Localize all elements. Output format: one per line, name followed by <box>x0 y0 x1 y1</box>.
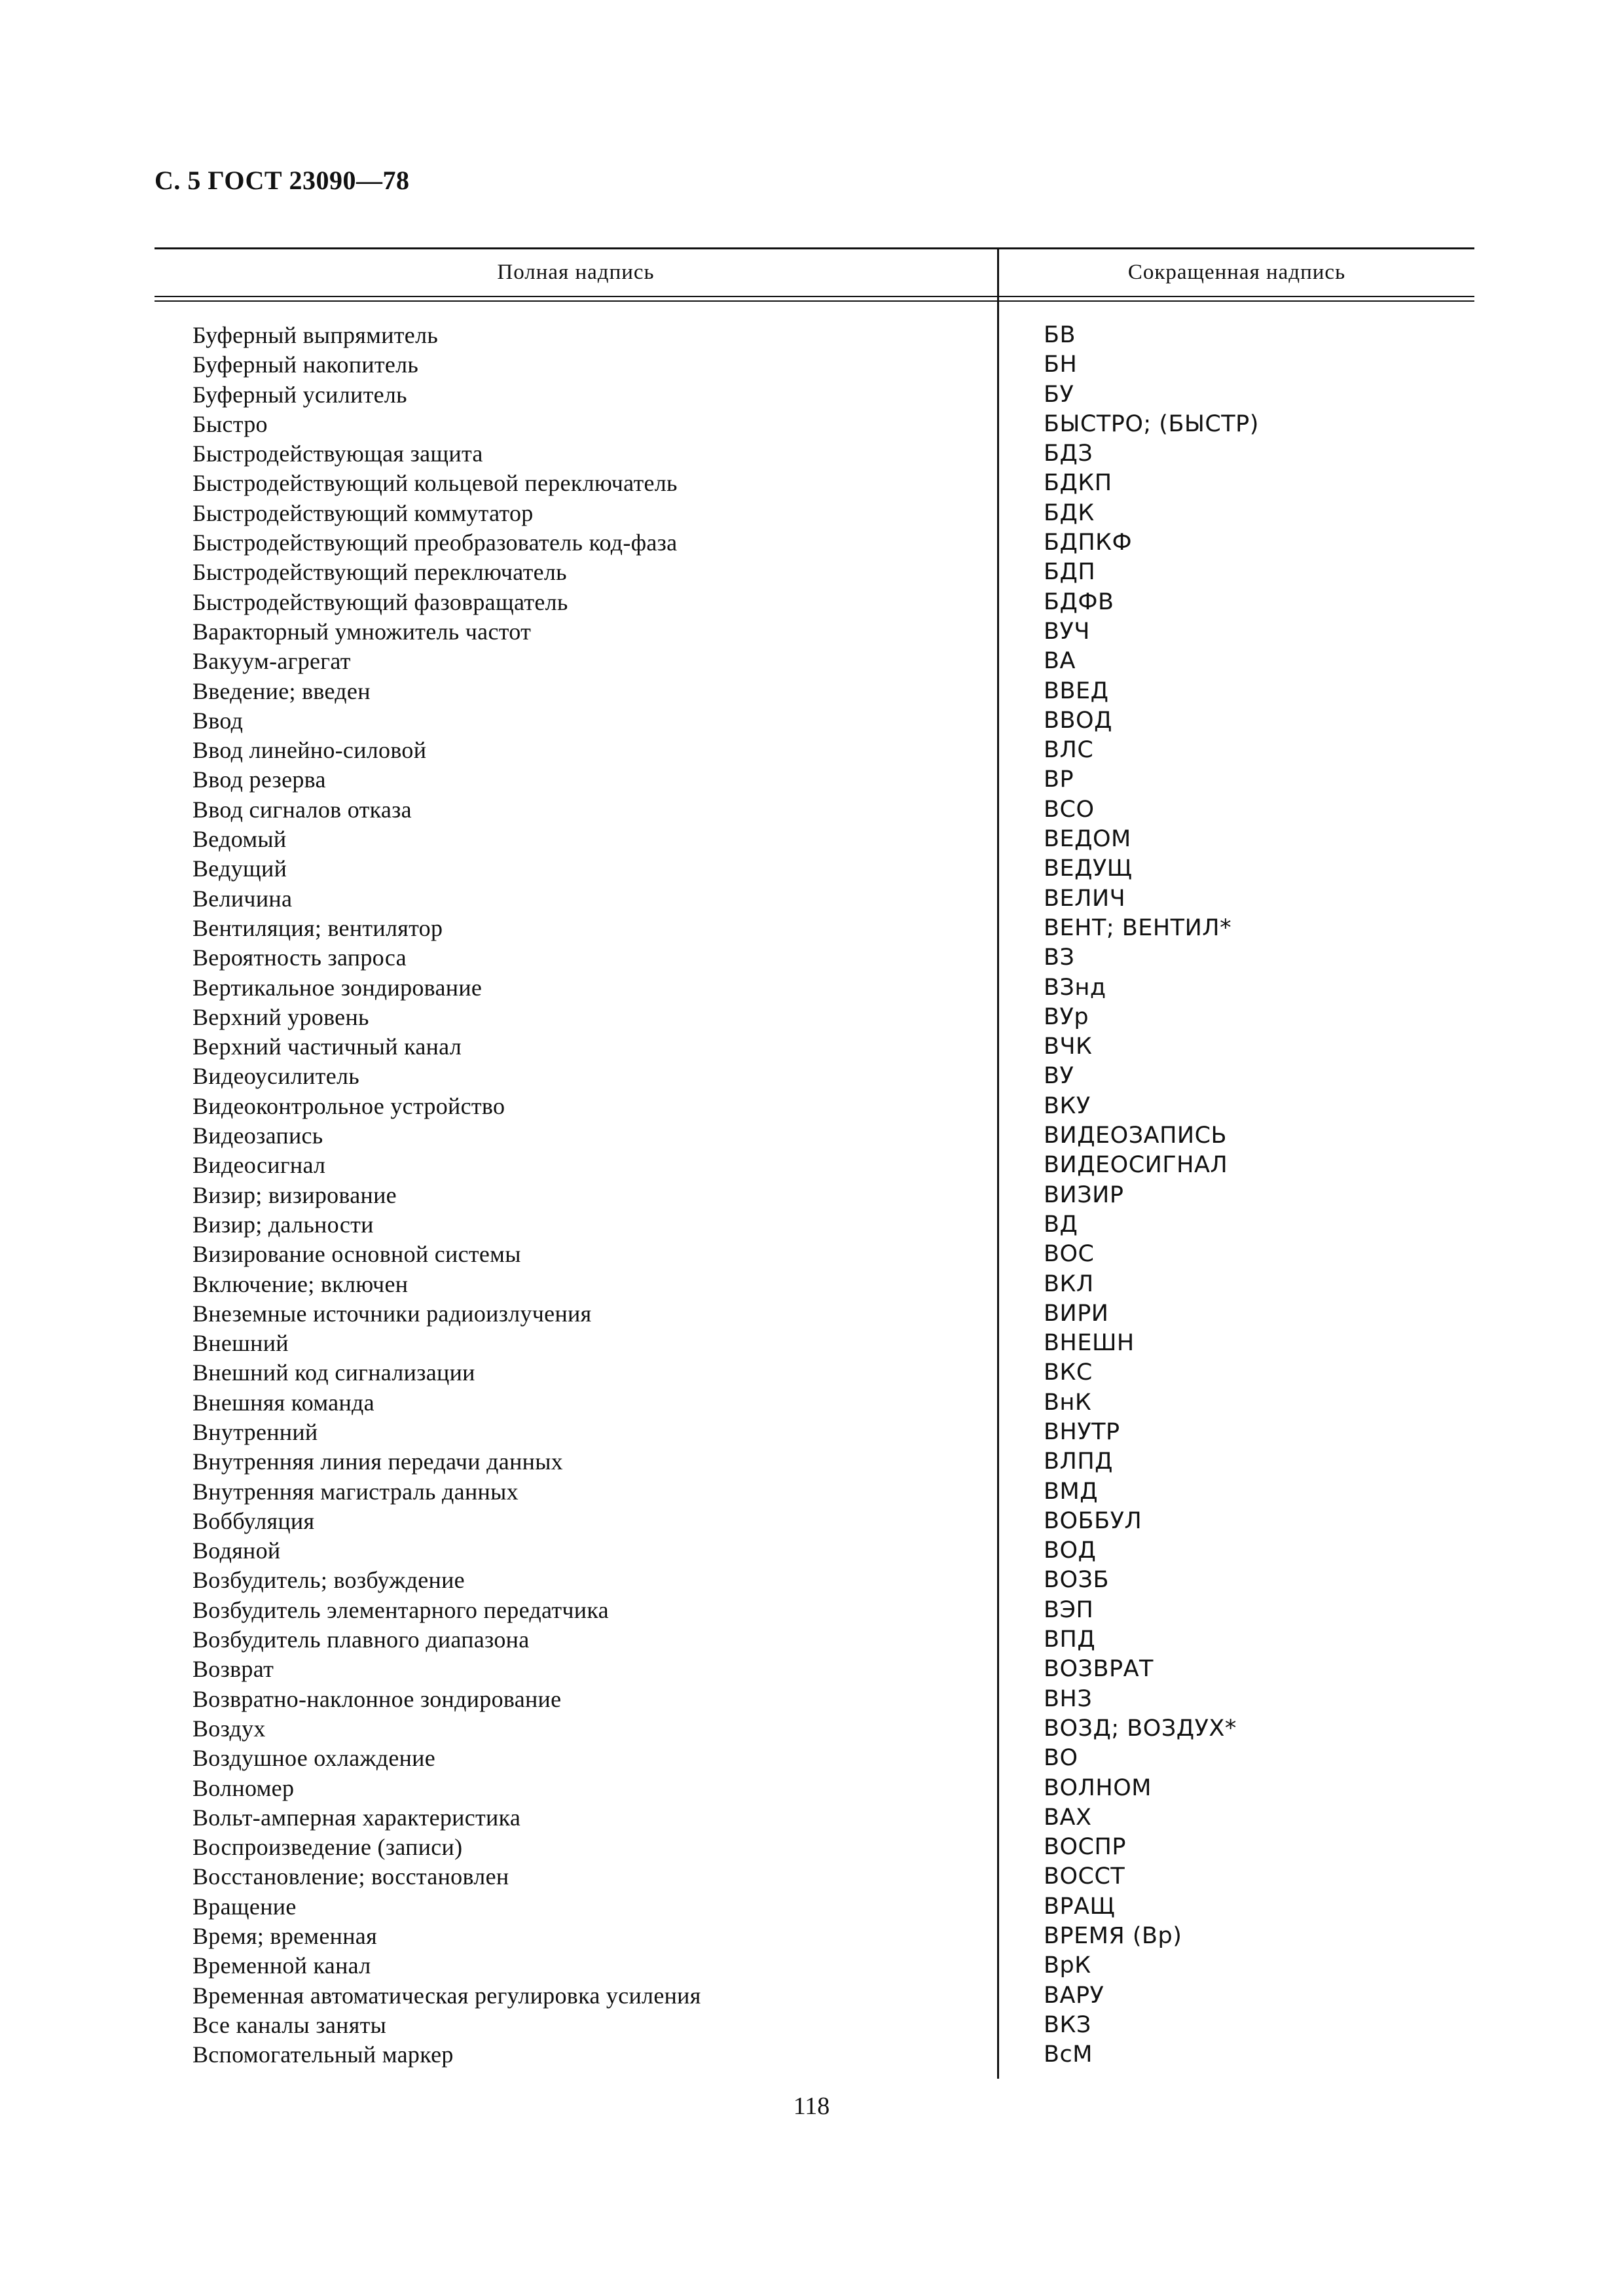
short-inscription: ВАРУ <box>1044 1982 1104 2009</box>
short-inscription: ВрК <box>1044 1952 1091 1979</box>
table-row <box>155 2040 1474 2070</box>
short-inscription: БДП <box>1044 559 1096 586</box>
table-body <box>155 321 1474 2070</box>
table-row <box>155 884 1474 914</box>
table-row <box>155 2011 1474 2040</box>
full-inscription: Ведомый <box>192 826 287 853</box>
table-row <box>155 617 1474 647</box>
short-inscription: ВИЗИР <box>1044 1181 1124 1208</box>
page-number: 118 <box>793 2092 830 2120</box>
short-inscription: ВОС <box>1044 1241 1095 1268</box>
full-inscription: Визир; визирование <box>192 1181 397 1208</box>
full-inscription: Быстро <box>192 410 268 437</box>
full-inscription: Визир; дальности <box>192 1211 374 1238</box>
table-row <box>155 914 1474 943</box>
full-inscription: Верхний уровень <box>192 1003 369 1030</box>
short-inscription: ВУ <box>1044 1063 1074 1090</box>
full-inscription: Воздух <box>192 1715 266 1742</box>
full-inscription: Быстродействующий переключатель <box>192 559 567 586</box>
full-inscription: Воспроизведение (записи) <box>192 1834 463 1861</box>
table-row <box>155 1922 1474 1951</box>
short-inscription: ВПД <box>1044 1626 1096 1653</box>
header-double-rule <box>155 296 1474 302</box>
short-inscription: ВЛС <box>1044 737 1094 764</box>
table-row <box>155 1151 1474 1180</box>
full-inscription: Воздушное охлаждение <box>192 1745 436 1772</box>
short-inscription: ВнК <box>1044 1389 1092 1416</box>
full-inscription: Вентиляция; вентилятор <box>192 914 443 941</box>
table-row <box>155 1329 1474 1358</box>
full-inscription: Введение; введен <box>192 677 371 704</box>
short-inscription: ВОЗД; ВОЗДУХ* <box>1044 1715 1237 1742</box>
full-inscription: Величина <box>192 885 293 912</box>
short-inscription: ВОББУЛ <box>1044 1507 1142 1534</box>
table-row <box>155 1981 1474 2011</box>
table-row <box>155 1388 1474 1418</box>
short-inscription: ВИДЕОСИГНАЛ <box>1044 1152 1228 1179</box>
full-inscription: Визирование основной системы <box>192 1241 521 1268</box>
table-row <box>155 469 1474 498</box>
full-inscription: Ввод сигналов отказа <box>192 796 412 823</box>
short-inscription: ВЗ <box>1044 944 1075 971</box>
short-inscription: ВР <box>1044 766 1074 793</box>
full-inscription: Возбудитель элементарного передатчика <box>192 1596 609 1623</box>
table-row <box>155 321 1474 350</box>
table-top-rule <box>155 247 1474 249</box>
short-inscription: ВКУ <box>1044 1092 1091 1119</box>
short-inscription: ВВОД <box>1044 707 1112 734</box>
full-inscription: Ведущий <box>192 855 287 882</box>
table-row <box>155 1092 1474 1121</box>
table-row <box>155 1418 1474 1447</box>
table-row <box>155 1862 1474 1892</box>
full-inscription: Верхний частичный канал <box>192 1033 462 1060</box>
short-inscription: ВЕЛИЧ <box>1044 885 1126 912</box>
short-inscription: ВИДЕОЗАПИСЬ <box>1044 1122 1228 1149</box>
page-header: С. 5 ГОСТ 23090—78 <box>155 166 410 195</box>
full-inscription: Внутренний <box>192 1418 318 1445</box>
full-inscription: Внутренняя линия передачи данных <box>192 1448 563 1475</box>
short-inscription: ВЛПД <box>1044 1448 1113 1475</box>
short-inscription: ВОЗВРАТ <box>1044 1656 1154 1683</box>
short-inscription: ВРЕМЯ (Вр) <box>1044 1923 1182 1950</box>
full-inscription: Вольт-амперная характеристика <box>192 1804 521 1831</box>
table-row <box>155 528 1474 558</box>
table-row <box>155 1744 1474 1773</box>
table-row <box>155 765 1474 795</box>
short-inscription: ВЭП <box>1044 1596 1094 1623</box>
full-inscription: Видеоконтрольное устройство <box>192 1092 505 1119</box>
short-inscription: ВЗнд <box>1044 974 1106 1001</box>
short-inscription: ВУЧ <box>1044 618 1090 645</box>
full-inscription: Все каналы заняты <box>192 2011 387 2038</box>
column-header-short: Сокращенная надпись <box>1127 260 1346 284</box>
short-inscription: ВМД <box>1044 1478 1099 1505</box>
short-inscription: ВОССТ <box>1044 1863 1125 1890</box>
short-inscription: ВОСПР <box>1044 1834 1126 1861</box>
full-inscription: Временной канал <box>192 1952 371 1979</box>
short-inscription: ВКС <box>1044 1359 1093 1386</box>
table-row <box>155 1892 1474 1922</box>
full-inscription: Буферный накопитель <box>192 351 419 378</box>
table-row <box>155 350 1474 380</box>
table-row <box>155 558 1474 587</box>
full-inscription: Буферный усилитель <box>192 381 407 408</box>
table-row <box>155 1774 1474 1803</box>
abbreviations-table <box>155 247 1474 2079</box>
table-row <box>155 647 1474 676</box>
short-inscription: БДК <box>1044 499 1095 526</box>
short-inscription: ВЧК <box>1044 1033 1093 1060</box>
full-inscription: Вакуум-агрегат <box>192 648 351 675</box>
full-inscription: Внутренняя магистраль данных <box>192 1478 519 1505</box>
table-row <box>155 1803 1474 1833</box>
table-row <box>155 499 1474 528</box>
table-row <box>155 1358 1474 1388</box>
short-inscription: БДКП <box>1044 470 1112 497</box>
short-inscription: ВОЗБ <box>1044 1567 1110 1594</box>
table-row <box>155 380 1474 410</box>
full-inscription: Внешняя команда <box>192 1389 374 1416</box>
short-inscription: ВА <box>1044 648 1076 675</box>
short-inscription: ВЕДОМ <box>1044 826 1131 853</box>
table-row <box>155 854 1474 884</box>
full-inscription: Внеземные источники радиоизлучения <box>192 1300 592 1327</box>
full-inscription: Возбудитель; возбуждение <box>192 1567 465 1594</box>
full-inscription: Включение; включен <box>192 1270 409 1297</box>
table-row <box>155 973 1474 1003</box>
full-inscription: Возвратно-наклонное зондирование <box>192 1685 562 1712</box>
full-inscription: Внешний код сигнализации <box>192 1359 475 1386</box>
table-row <box>155 1596 1474 1625</box>
short-inscription: ВНЗ <box>1044 1685 1093 1712</box>
table-row <box>155 795 1474 825</box>
short-inscription: БВ <box>1044 322 1076 348</box>
full-inscription: Видеозапись <box>192 1122 323 1149</box>
full-inscription: Возврат <box>192 1656 274 1683</box>
table-row <box>155 410 1474 439</box>
short-inscription: БДФВ <box>1044 588 1114 615</box>
full-inscription: Ввод <box>192 707 244 734</box>
short-inscription: ВНУТР <box>1044 1418 1120 1445</box>
full-inscription: Быстродействующий фазовращатель <box>192 588 568 615</box>
full-inscription: Буферный выпрямитель <box>192 322 439 348</box>
short-inscription: БЫСТРО; (БЫСТР) <box>1044 410 1259 437</box>
table-row <box>155 943 1474 973</box>
short-inscription: БДЗ <box>1044 440 1093 467</box>
short-inscription: ВУр <box>1044 1003 1089 1030</box>
full-inscription: Вспомогательный маркер <box>192 2041 454 2068</box>
table-row <box>155 1270 1474 1299</box>
short-inscription: БН <box>1044 351 1078 378</box>
full-inscription: Видеоусилитель <box>192 1063 359 1090</box>
short-inscription: ВНЕШН <box>1044 1330 1135 1357</box>
table-row <box>155 1566 1474 1595</box>
table-row <box>155 1210 1474 1240</box>
short-inscription: ВД <box>1044 1211 1078 1238</box>
full-inscription: Быстродействующая защита <box>192 440 483 467</box>
table-row <box>155 588 1474 617</box>
table-row <box>155 1625 1474 1655</box>
full-inscription: Вращение <box>192 1893 297 1920</box>
short-inscription: ВВЕД <box>1044 677 1109 704</box>
short-inscription: ВРАЩ <box>1044 1893 1116 1920</box>
table-row <box>155 1655 1474 1684</box>
table-row <box>155 1536 1474 1566</box>
table-row <box>155 1951 1474 1981</box>
table-row <box>155 825 1474 854</box>
table-row <box>155 1507 1474 1536</box>
full-inscription: Воббуляция <box>192 1507 315 1534</box>
short-inscription: ВЕНТ; ВЕНТИЛ* <box>1044 914 1232 941</box>
table-row <box>155 1447 1474 1477</box>
table-row <box>155 1240 1474 1269</box>
table-row <box>155 1003 1474 1032</box>
table-row <box>155 1299 1474 1329</box>
full-inscription: Внешний <box>192 1330 289 1357</box>
full-inscription: Ввод резерва <box>192 766 326 793</box>
short-inscription: ВКЛ <box>1044 1270 1094 1297</box>
short-inscription: БУ <box>1044 381 1074 408</box>
full-inscription: Быстродействующий коммутатор <box>192 499 534 526</box>
table-row <box>155 1062 1474 1091</box>
full-inscription: Видеосигнал <box>192 1152 326 1179</box>
table-row <box>155 1477 1474 1507</box>
full-inscription: Восстановление; восстановлен <box>192 1863 509 1890</box>
short-inscription: ВАХ <box>1044 1804 1092 1831</box>
table-row <box>155 677 1474 706</box>
table-row <box>155 1181 1474 1210</box>
short-inscription: ВЕДУЩ <box>1044 855 1133 882</box>
short-inscription: ВОЛНОМ <box>1044 1774 1152 1801</box>
short-inscription: ВИРИ <box>1044 1300 1109 1327</box>
table-row <box>155 1833 1474 1862</box>
full-inscription: Быстродействующий преобразователь код-фаза <box>192 529 678 556</box>
full-inscription: Быстродействующий кольцевой переключатель <box>192 470 678 497</box>
table-row <box>155 736 1474 765</box>
full-inscription: Волномер <box>192 1774 295 1801</box>
full-inscription: Вертикальное зондирование <box>192 974 483 1001</box>
short-inscription: ВОД <box>1044 1537 1097 1564</box>
short-inscription: ВКЗ <box>1044 2011 1091 2038</box>
table-row <box>155 1032 1474 1062</box>
full-inscription: Водяной <box>192 1537 281 1564</box>
short-inscription: БДПКФ <box>1044 529 1133 556</box>
table-row <box>155 1685 1474 1714</box>
full-inscription: Варакторный умножитель частот <box>192 618 532 645</box>
full-inscription: Ввод линейно-силовой <box>192 737 427 764</box>
table-row <box>155 1121 1474 1151</box>
full-inscription: Временная автоматическая регулировка усиления <box>192 1982 701 2009</box>
table-row <box>155 1714 1474 1744</box>
short-inscription: ВСО <box>1044 796 1095 823</box>
full-inscription: Возбудитель плавного диапазона <box>192 1626 530 1653</box>
table-row <box>155 439 1474 469</box>
short-inscription: ВО <box>1044 1745 1078 1772</box>
full-inscription: Время; временная <box>192 1923 377 1950</box>
short-inscription: ВсМ <box>1044 2041 1093 2068</box>
table-row <box>155 706 1474 736</box>
full-inscription: Вероятность запроса <box>192 944 407 971</box>
column-header-full: Полная надпись <box>497 260 655 284</box>
